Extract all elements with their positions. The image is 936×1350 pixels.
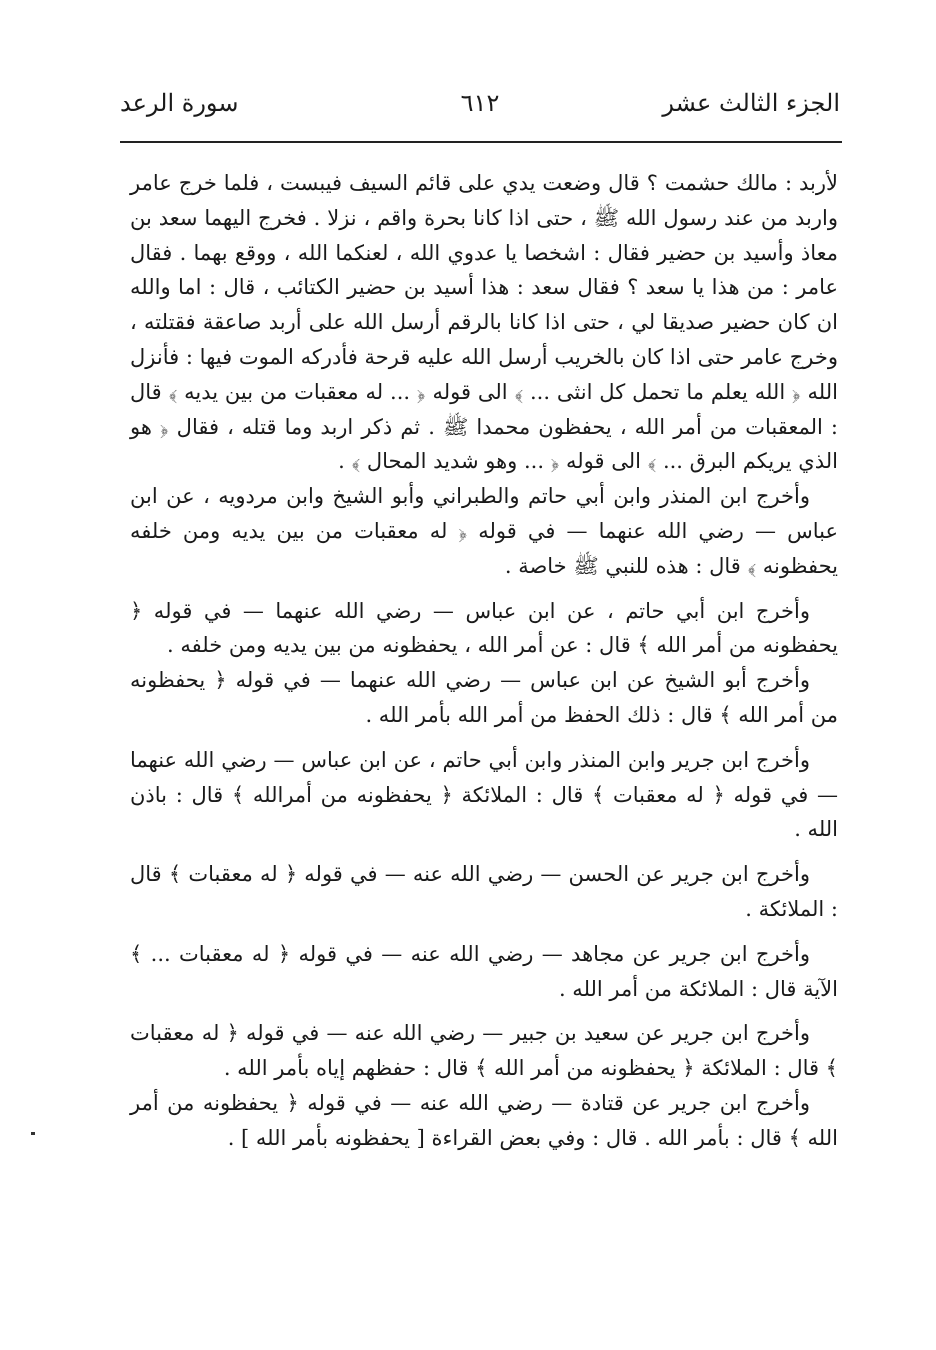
paragraph-3: وأخرج ابن أبي حاتم ، عن ابن عباس — رضي الله عنهما — في قوله ﴿ يحفظونه من أمر الله ﴾ قال : عن أمر الله ، يحفظونه من بين يديه ومن خلفه . [130, 598, 838, 658]
paragraph-1: لأربد : مالك حشمت ؟ قال وضعت يدي على قائم السيف فيبست ، فلما خرج عامر واربد من عند رسول الله ﷺ ، حتى اذا كانا بحرة واقم ، نزلا . فخرج اليهما سعد بن معاذ وأسيد بن حضير فقال : اشخصا يا عدوي الله ، لعنكما الله ، ووقع بهما . فقال عامر : من هذا يا سعد ؟ فقال سعد : هذا أسيد بن حضير الكتائب ، قال : اما والله ان كان حضير صديقا لي ، حتى اذا كانا بالرقم أرسل الله على أربد صاعقة فقتلته ، وخرج عامر حتى اذا كان بالخريب أرسل الله عليه قرحة فأدركه الموت فيها : فأنزل الله ﴿ الله يعلم ما تحمل كل انثى ... ﴾ الى قوله ﴿ ... له معقبات من بين يديه ﴾ قال : المعقبات من أمر الله ، يحفظون محمدا ﷺ . ثم ذكر اربد وما قتله ، فقال ﴿ هو الذي يريكم البرق ... ﴾ الى قوله ﴿ ... وهو شديد المحال ﴾ . [130, 171, 839, 474]
volume-title: الجزء الثالث عشر [662, 89, 840, 117]
header-divider [120, 141, 842, 143]
paragraph-8: وأخرج ابن جرير عن سعيد بن جبير — رضي الله عنه — في قوله ﴿ له معقبات ﴾ قال : الملائكة ﴿ يحفظونه من أمر الله ﴾ قال : حفظهم إياه بأمر الله . [130, 1021, 838, 1081]
surah-title: سورة الرعد [120, 89, 239, 117]
paragraph-5: وأخرج ابن جرير وابن المنذر وابن أبي حاتم ، عن ابن عباس — رضي الله عنهما — في قوله ﴿ له معقبات ﴾ قال : الملائكة ﴿ يحفظونه من أمرالله ﴾ قال : باذن الله . [130, 747, 838, 842]
running-header [120, 88, 840, 124]
paragraph-9: وأخرج ابن جرير عن قتادة — رضي الله عنه — في قوله ﴿ يحفظونه من أمر الله ﴾ قال : بأمر الله . قال : وفي بعض القراءة [ يحفظونه بأمر الله ] . [130, 1090, 838, 1150]
paragraph-7: وأخرج ابن جرير عن مجاهد — رضي الله عنه — في قوله ﴿ له معقبات ... ﴾ الآية قال : الملائكة من أمر الله . [130, 941, 838, 1001]
paragraph-6: وأخرج ابن جرير عن الحسن — رضي الله عنه — في قوله ﴿ له معقبات ﴾ قال : الملائكة . [130, 862, 838, 921]
scan-speck [31, 1132, 35, 1135]
body-text [130, 166, 838, 1156]
paragraph-2: وأخرج ابن المنذر وابن أبي حاتم والطبراني وأبو الشيخ وابن مردويه ، عن ابن عباس — رضي الله عنهما — في قوله ﴿ له معقبات من بين يديه ومن خلفه يحفظونه ﴾ قال : هذه للنبي ﷺ خاصة . [130, 484, 839, 578]
page-number: ٦١٢ [460, 89, 500, 117]
paragraph-4: وأخرج أبو الشيخ عن ابن عباس — رضي الله عنهما — في قوله ﴿ يحفظونه من أمر الله ﴾ قال : ذلك الحفظ من أمر الله بأمر الله . [130, 668, 838, 727]
